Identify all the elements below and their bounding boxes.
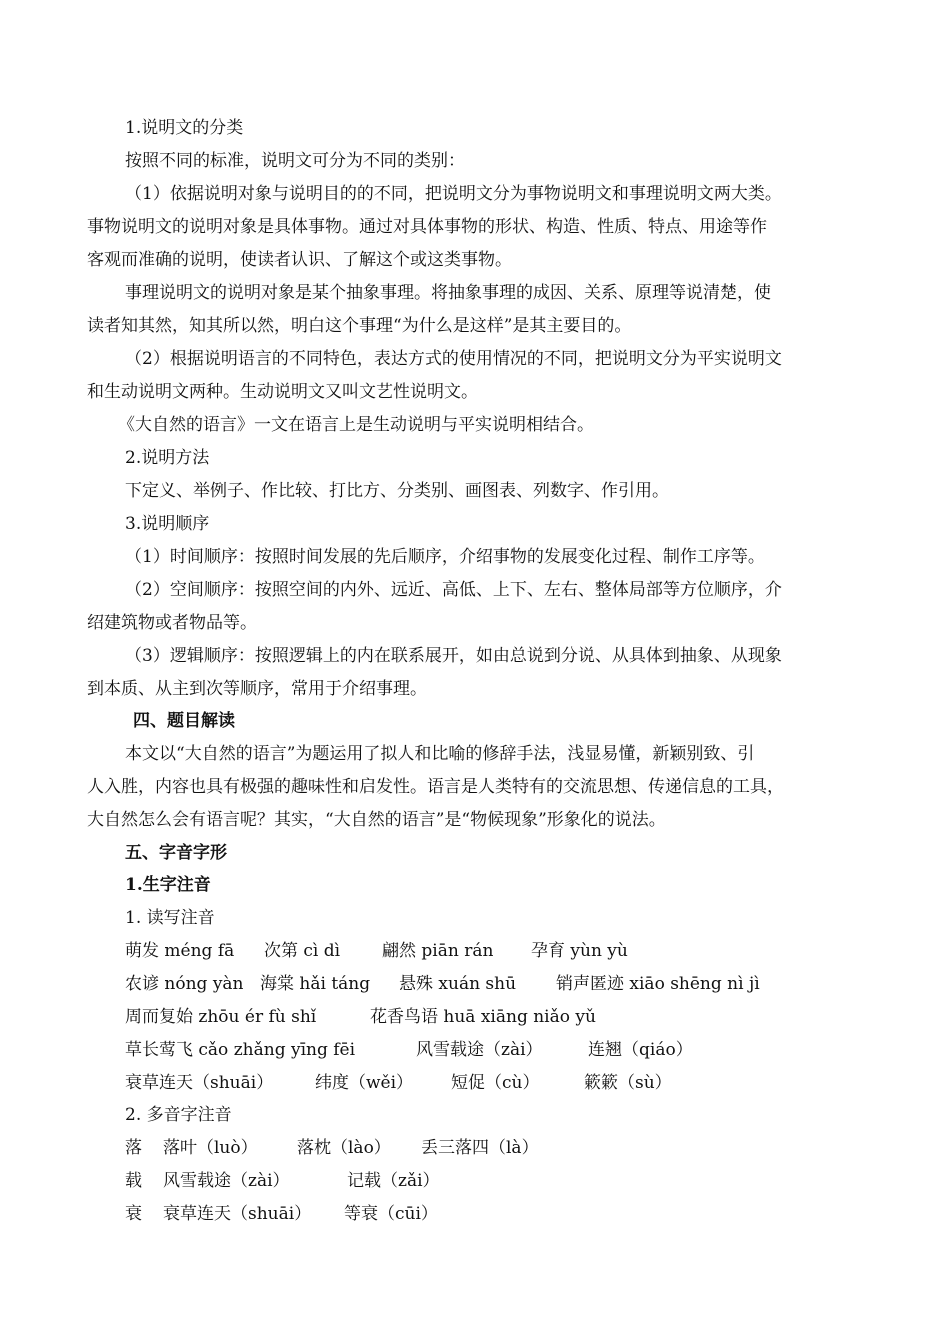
polyphone-entry: 等衰（cūi） — [344, 1204, 438, 1224]
polyphone-entry: 风雪载途（zài） — [163, 1171, 290, 1191]
pinyin-entry: 萌发 méng fā — [125, 941, 235, 961]
paragraph-line: 下定义、举例子、作比较、打比方、分类别、画图表、列数字、作引用。 — [125, 481, 669, 501]
pinyin-row — [125, 1072, 845, 1094]
paragraph-line: （1）依据说明对象与说明目的的不同，把说明文分为事物说明文和事理说明文两大类。 — [125, 184, 782, 204]
paragraph-line: 人入胜，内容也具有极强的趣味性和启发性。语言是人类特有的交流思想、传递信息的工具， — [87, 777, 784, 797]
polyphone-character: 落 — [125, 1138, 142, 1158]
section-heading-title-reading: 四、题目解读 — [133, 711, 235, 731]
pinyin-row — [125, 1039, 845, 1061]
paragraph-line: （1）时间顺序：按照时间发展的先后顺序，介绍事物的发展变化过程、制作工序等。 — [125, 547, 765, 567]
paragraph-line: 客观而准确的说明，使读者认识、了解这个或这类事物。 — [87, 250, 512, 270]
pinyin-entry: 农谚 nóng yàn — [125, 974, 244, 994]
paragraph-line: 本文以“大自然的语言”为题运用了拟人和比喻的修辞手法，浅显易懂，新颖别致、引 — [125, 744, 755, 764]
polyphone-character: 载 — [125, 1171, 142, 1191]
polyphone-entry: 记载（zǎi） — [347, 1171, 440, 1191]
pinyin-entry: 次第 cì dì — [264, 941, 341, 961]
polyphone-entry: 衰草连天（shuāi） — [163, 1204, 312, 1224]
pinyin-row — [125, 1006, 845, 1028]
polyphone-character: 衰 — [125, 1204, 142, 1224]
pinyin-entry: 风雪载途（zài） — [416, 1040, 543, 1060]
paragraph-line: 按照不同的标准，说明文可分为不同的类别： — [125, 151, 465, 171]
subheading-read-write: 1. 读写注音 — [125, 908, 215, 928]
polyphone-row — [125, 1203, 845, 1225]
polyphone-entry: 落叶（luò） — [163, 1138, 258, 1158]
paragraph-line: （2）根据说明语言的不同特色，表达方式的使用情况的不同，把说明文分为平实说明文 — [125, 349, 782, 369]
paragraph-line: 大自然怎么会有语言呢？其实，“大自然的语言”是“物候现象”形象化的说法。 — [87, 810, 666, 830]
subheading-new-characters: 1.生字注音 — [125, 875, 211, 895]
pinyin-entry: 孕育 yùn yù — [531, 941, 628, 961]
pinyin-entry: 短促（cù） — [451, 1073, 540, 1093]
pinyin-entry: 悬殊 xuán shū — [399, 974, 517, 994]
polyphone-entry: 落枕（lào） — [297, 1138, 391, 1158]
pinyin-row — [125, 973, 845, 995]
paragraph-line: 读者知其然，知其所以然，明白这个事理“为什么是这样”是其主要目的。 — [87, 316, 632, 336]
polyphone-entry: 丢三落四（là） — [421, 1138, 539, 1158]
pinyin-entry: 翩然 piān rán — [382, 941, 494, 961]
polyphone-row — [125, 1137, 845, 1159]
pinyin-entry: 销声匿迹 xiāo shēng nì jì — [556, 974, 760, 994]
polyphone-row — [125, 1170, 845, 1192]
paragraph-line: 《大自然的语言》一文在语言上是生动说明与平实说明相结合。 — [118, 415, 594, 435]
pinyin-entry: 草长莺飞 cǎo zhǎng yīng fēi — [125, 1040, 356, 1060]
heading-methods: 2.说明方法 — [125, 448, 210, 468]
pinyin-entry: 连翘（qiáo） — [588, 1040, 693, 1060]
paragraph-line: 绍建筑物或者物品等。 — [87, 613, 257, 633]
paragraph-line: （3）逻辑顺序：按照逻辑上的内在联系展开，如由总说到分说、从具体到抽象、从现象 — [125, 646, 782, 666]
pinyin-entry: 周而复始 zhōu ér fù shǐ — [125, 1007, 317, 1027]
pinyin-entry: 花香鸟语 huā xiāng niǎo yǔ — [370, 1007, 596, 1027]
pinyin-entry: 衰草连天（shuāi） — [125, 1073, 274, 1093]
pinyin-entry: 簌簌（sù） — [584, 1073, 672, 1093]
heading-classification: 1.说明文的分类 — [125, 118, 244, 138]
pinyin-row — [125, 940, 845, 962]
paragraph-line: 和生动说明文两种。生动说明文又叫文艺性说明文。 — [87, 382, 478, 402]
pinyin-entry: 海棠 hǎi táng — [260, 974, 371, 994]
paragraph-line: 事理说明文的说明对象是某个抽象事理。将抽象事理的成因、关系、原理等说清楚，使 — [125, 283, 771, 303]
section-heading-pronunciation: 五、字音字形 — [125, 843, 227, 863]
heading-order: 3.说明顺序 — [125, 514, 210, 534]
pinyin-entry: 纬度（wěi） — [315, 1073, 414, 1093]
paragraph-line: 到本质、从主到次等顺序，常用于介绍事理。 — [87, 679, 427, 699]
paragraph-line: 事物说明文的说明对象是具体事物。通过对具体事物的形状、构造、性质、特点、用途等作 — [87, 217, 767, 237]
subheading-polyphones: 2. 多音字注音 — [125, 1105, 232, 1125]
paragraph-line: （2）空间顺序：按照空间的内外、远近、高低、上下、左右、整体局部等方位顺序，介 — [125, 580, 782, 600]
